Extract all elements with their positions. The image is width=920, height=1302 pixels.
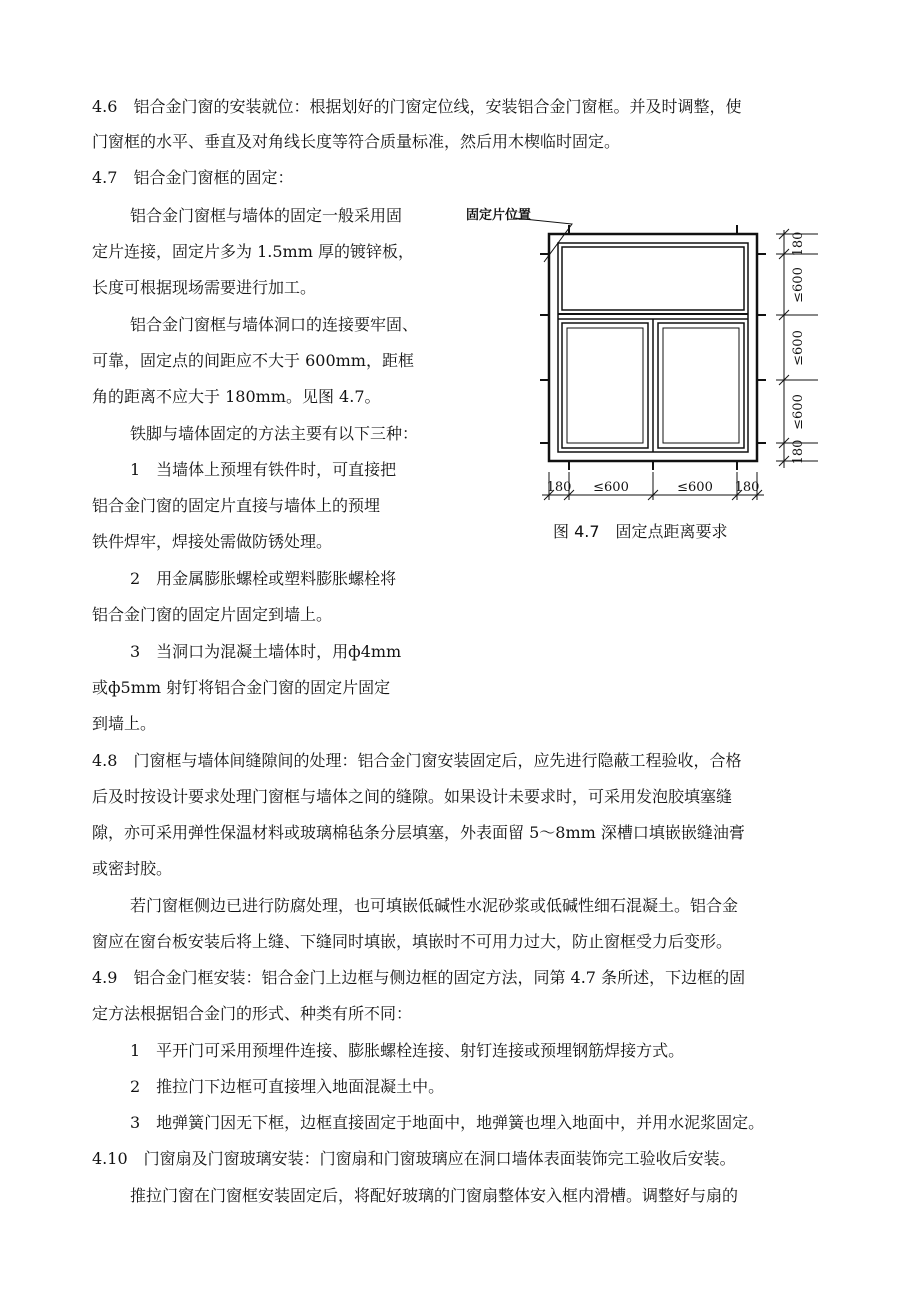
section-4-7-para-2-line-2: 可靠，固定点的间距应不大于 600mm，距框 — [92, 351, 414, 370]
fixing-tab-label: 固定片位置 — [466, 208, 532, 223]
dim-right-2: ≤600 — [791, 330, 806, 366]
figure-window-frame-fixing — [462, 200, 842, 510]
section-4-9-item-3: 3 地弹簧门因无下框，边框直接固定于地面中，地弹簧也埋入地面中，并用水泥浆固定。 — [130, 1113, 765, 1132]
section-4-8-para-2-line-2: 窗应在窗台板安装后将上缝、下缝同时填嵌，填嵌时不可用力过大，防止窗框受力后变形。 — [92, 932, 733, 951]
window-frame-diagram — [462, 200, 842, 510]
item-1-line-1: 1 当墙体上预埋有铁件时，可直接把 — [130, 460, 397, 479]
dim-bottom-1: ≤600 — [593, 480, 629, 495]
item-3-line-2: 或ф5mm 射钉将铝合金门窗的固定片固定 — [92, 678, 391, 697]
dim-bottom-3: 180 — [734, 480, 760, 495]
item-3-line-1: 3 当洞口为混凝土墙体时，用ф4mm — [130, 642, 402, 661]
item-2-line-2: 铝合金门窗的固定片固定到墙上。 — [92, 605, 333, 624]
section-4-7-para-2-line-3: 角的距离不应大于 180mm。见图 4.7。 — [92, 387, 381, 406]
dim-bottom-0: 180 — [546, 480, 572, 495]
section-4-8-line-3: 隙，亦可采用弹性保温材料或玻璃棉毡条分层填塞，外表面留 5～8mm 深槽口填嵌嵌缝油膏 — [92, 823, 745, 842]
transom-glass — [562, 247, 744, 310]
left-sash — [562, 323, 648, 448]
section-4-7-para-1-line-2: 定片连接，固定片多为 1.5mm 厚的镀锌板， — [92, 242, 414, 261]
section-4-8-line-1: 4.8 门窗框与墙体间缝隙间的处理：铝合金门窗安装固定后，应先进行隐蔽工程验收，合格 — [92, 751, 742, 770]
figure-caption: 图 4.7 固定点距离要求 — [553, 522, 728, 541]
item-1-line-2: 铝合金门窗的固定片直接与墙体上的预埋 — [92, 496, 381, 515]
item-3-line-3: 到墙上。 — [92, 714, 157, 733]
section-4-8-line-2: 后及时按设计要求处理门窗框与墙体之间的缝隙。如果设计未要求时，可采用发泡胶填塞缝 — [92, 787, 733, 806]
section-4-10-line-1: 4.10 门窗扇及门窗玻璃安装：门窗扇和门窗玻璃应在洞口墙体表面装饰完工验收后安装。 — [92, 1149, 736, 1168]
dim-bottom-2: ≤600 — [677, 480, 713, 495]
section-4-7-para-3: 铁脚与墙体固定的方法主要有以下三种： — [130, 424, 419, 443]
section-4-8-para-2-line-1: 若门窗框侧边已进行防腐处理，也可填嵌低碱性水泥砂浆或低碱性细石混凝土。铝合金 — [130, 896, 739, 915]
dim-right-1: ≤600 — [791, 267, 806, 303]
right-sash — [658, 323, 744, 448]
section-4-7-para-1-line-3: 长度可根据现场需要进行加工。 — [92, 278, 317, 297]
section-4-6-line-1: 4.6 铝合金门窗的安装就位：根据划好的门窗定位线，安装铝合金门窗框。并及时调整，使 — [92, 97, 742, 116]
section-4-9-item-1: 1 平开门可采用预埋件连接、膨胀螺栓连接、射钉连接或预埋钢筋焊接方式。 — [130, 1041, 685, 1060]
section-4-9-line-2: 定方法根据铝合金门的形式、种类有所不同： — [92, 1004, 413, 1023]
section-4-7-para-2-line-1: 铝合金门窗框与墙体洞口的连接要牢固、 — [130, 315, 419, 334]
section-4-10-line-2: 推拉门窗在门窗框安装固定后，将配好玻璃的门窗扇整体安入框内滑槽。调整好与扇的 — [130, 1186, 739, 1205]
dim-right-4: 180 — [791, 439, 806, 465]
section-4-7-heading: 4.7 铝合金门窗框的固定： — [92, 168, 294, 187]
item-2-line-1: 2 用金属膨胀螺栓或塑料膨胀螺栓将 — [130, 569, 397, 588]
item-1-line-3: 铁件焊牢，焊接处需做防锈处理。 — [92, 532, 333, 551]
section-4-6-line-2: 门窗框的水平、垂直及对角线长度等符合质量标准，然后用木楔临时固定。 — [92, 132, 621, 151]
dim-right-3: ≤600 — [791, 394, 806, 430]
section-4-9-line-1: 4.9 铝合金门框安装：铝合金门上边框与侧边框的固定方法，同第 4.7 条所述，下边框的固 — [92, 968, 746, 987]
section-4-8-line-4: 或密封胶。 — [92, 859, 173, 878]
dim-right-0: 180 — [791, 231, 806, 257]
section-4-9-item-2: 2 推拉门下边框可直接埋入地面混凝土中。 — [130, 1077, 445, 1096]
section-4-7-para-1-line-1: 铝合金门窗框与墙体的固定一般采用固 — [130, 206, 403, 225]
